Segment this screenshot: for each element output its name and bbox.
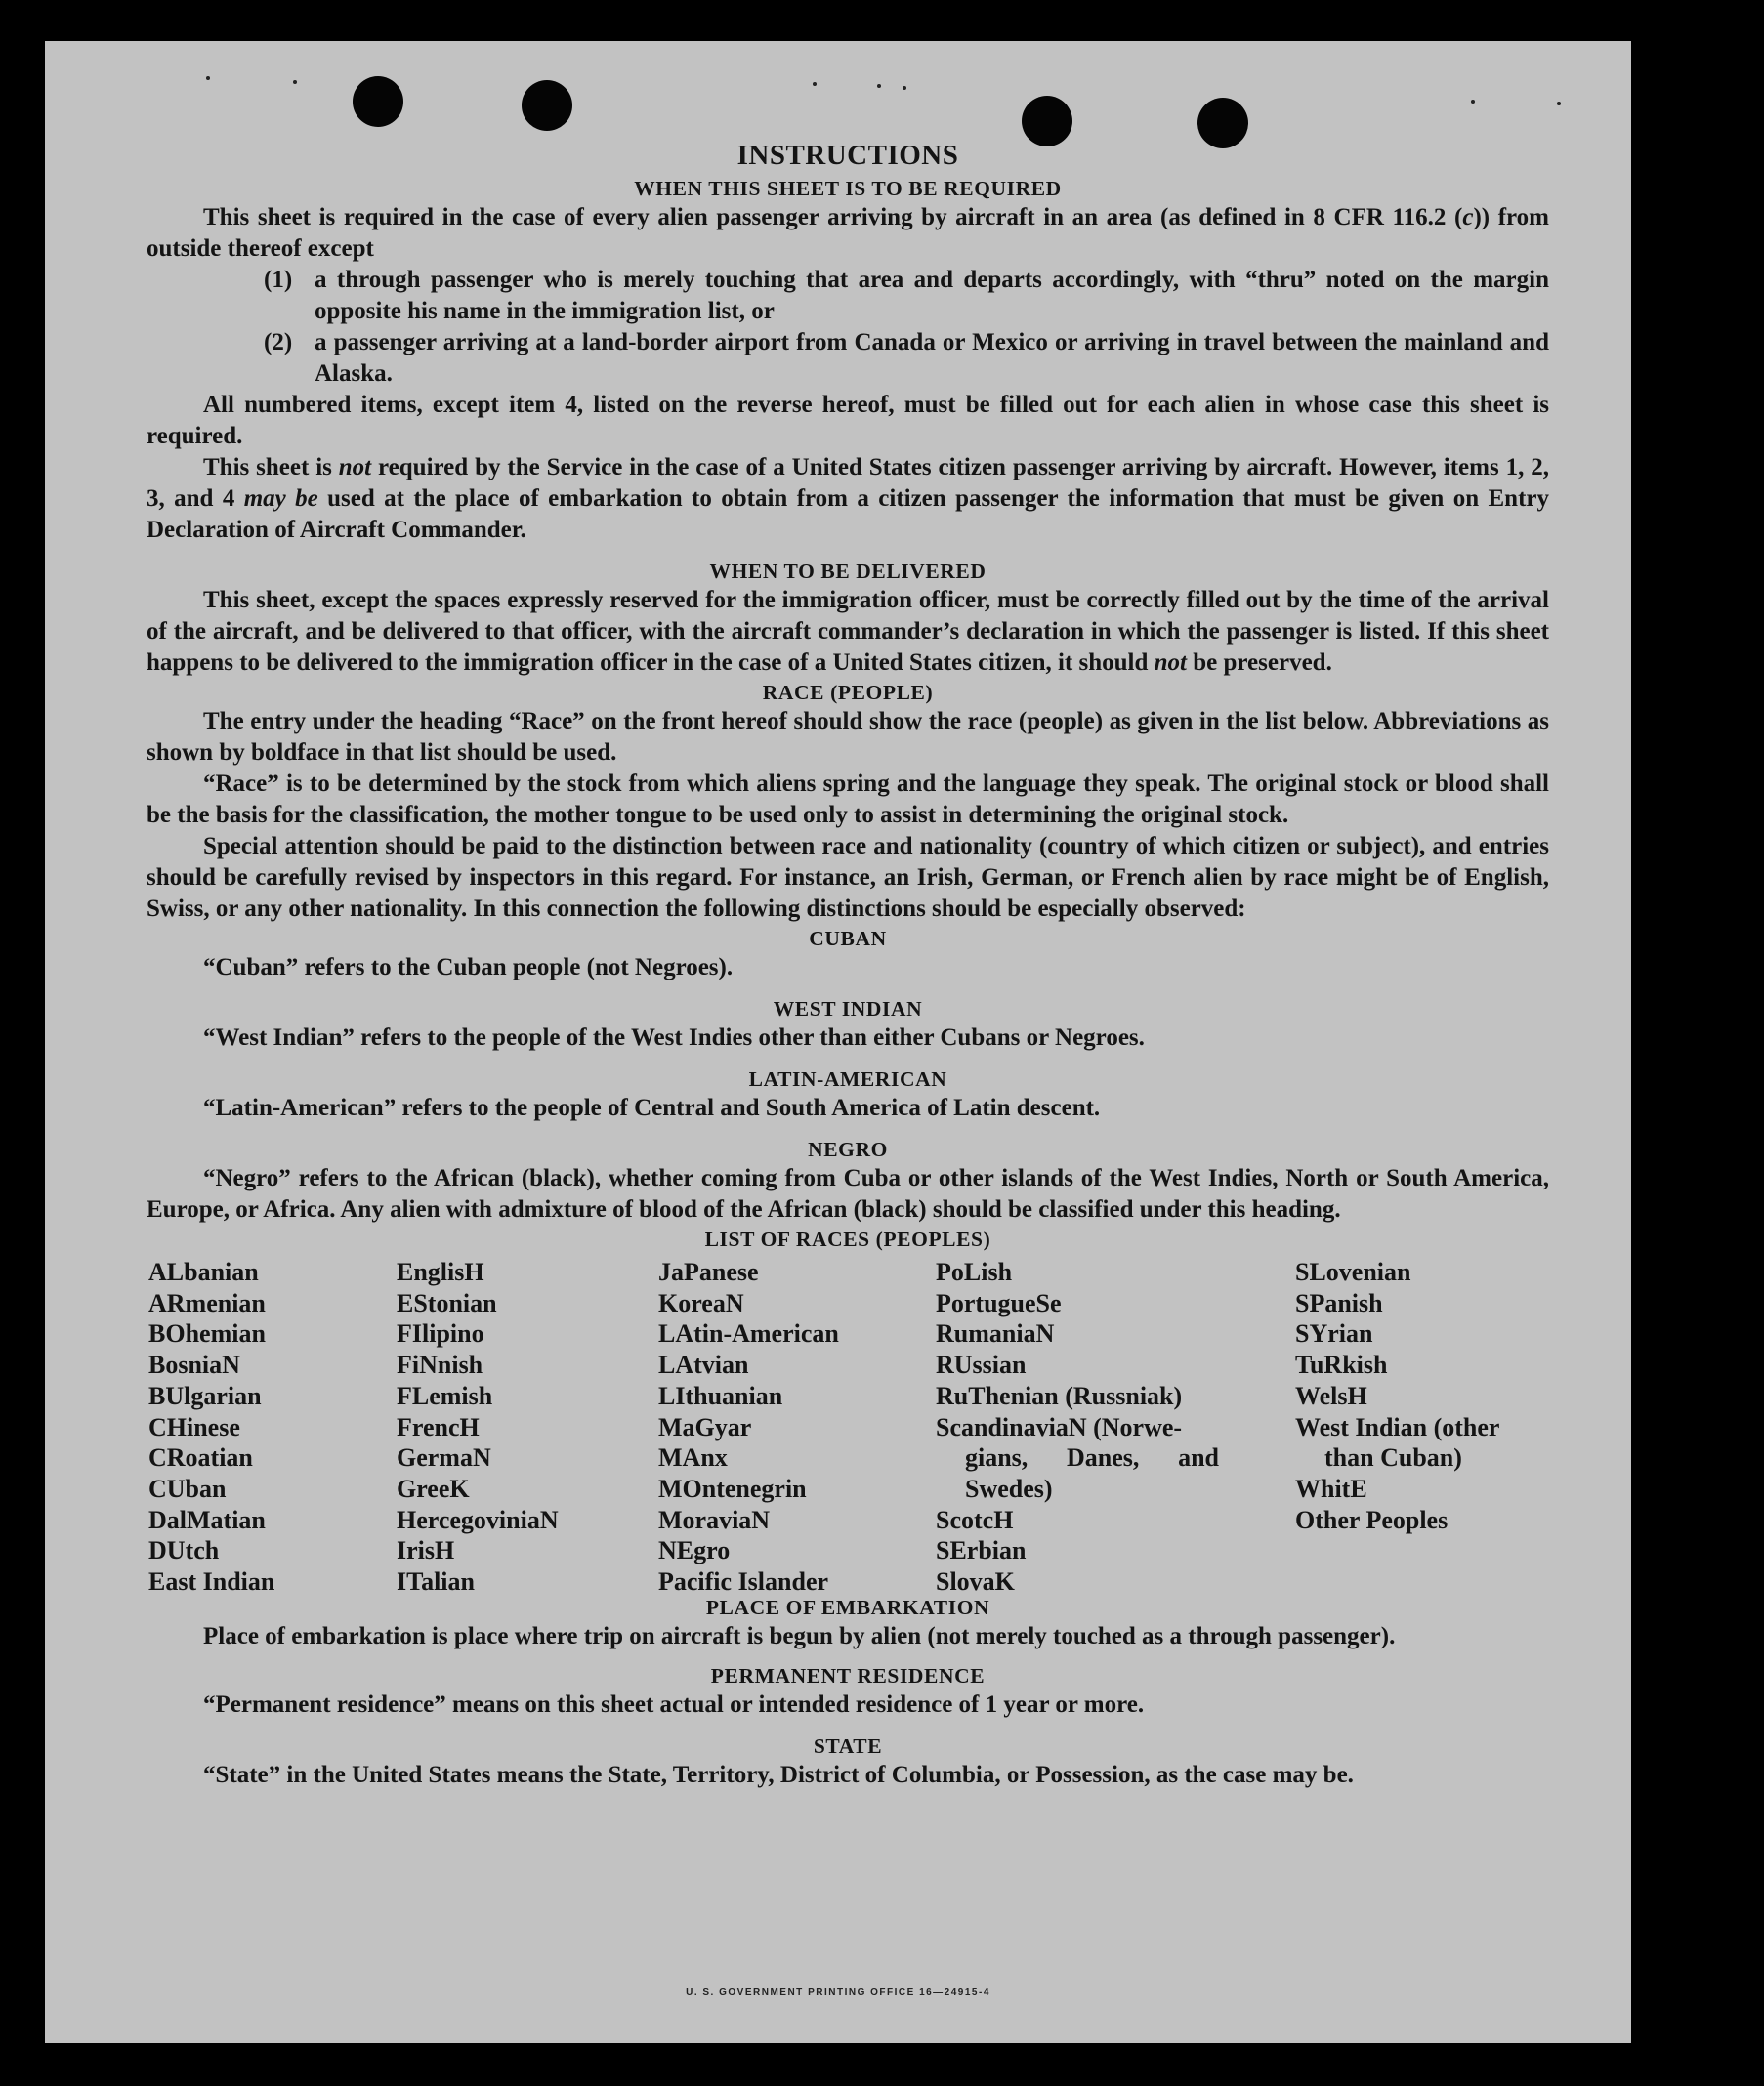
race-para-1: The entry under the heading “Race” on the front hereof should show the race (people) as given in the list below. Abbreviations as shown by boldface in that list should be used. [147,708,1549,766]
race-item: PortugueSe [936,1288,1062,1317]
race-item: MoraviaN [658,1505,771,1534]
race-item: CHinese [148,1412,240,1441]
race-item: EStonian [397,1288,497,1317]
race-item: LAtvian [658,1351,749,1380]
race-item: ScandinaviaN (Norwe- [936,1412,1183,1441]
section-heading-latin-american: LATIN-AMERICAN [748,1067,947,1091]
speck-mark [813,82,817,86]
speck-mark [877,84,881,88]
exception-item-2-text: a passenger arriving at a land-border airport from Canada or Mexico or arriving in travel between the mainland and Alaska. [315,329,1549,387]
required-intro [147,202,1549,265]
embarkation-text: Place of embarkation is place where trip on aircraft is begun by alien (not merely touched as a through passenger). [203,1623,1396,1649]
exception-item-1-text: a through passenger who is merely touching that area and departs accordingly, with “thru” noted on the margin opposite his name in the immigration list, or [315,267,1549,324]
exception-item-1-number: (1) [264,267,293,293]
race-item: SLovenian [1295,1258,1411,1286]
race-item: West Indian (other [1295,1412,1500,1441]
races-column-5 [1295,1257,1551,1535]
punch-hole [522,80,572,131]
printing-office-footer: U. S. GOVERNMENT PRINTING OFFICE 16—24915-4 [686,1987,990,1998]
speck-mark [206,76,210,80]
race-item: WhitE [1295,1474,1367,1503]
race-item: SYrian [1295,1319,1373,1349]
delivered-text-a: This sheet, except the spaces expressly reserved for the immigration officer, must be correctly filled out by the time of the arrival of the aircraft, and be delivered to that officer, with the aircraft commander’s declaration in which the passenger is listed. If this sheet happens to be delivered to the immigration officer in the case of a United States citizen, it should [147,587,1549,676]
race-item: JaPanese [658,1258,759,1286]
required-para-3 [147,452,1549,546]
speck-mark [293,80,297,84]
race-item: NEgro [658,1536,731,1565]
west-indian-text: “West Indian” refers to the people of the West Indies other than either Cubans or Negroes. [203,1024,1145,1051]
race-item: RuThenian (Russniak) [936,1381,1183,1410]
race-item: EnglisH [397,1258,484,1286]
latin-american-text: “Latin-American” refers to the people of Central and South America of Latin descent. [203,1095,1101,1121]
race-item: TuRkish [1295,1351,1388,1380]
race-item: WelsH [1295,1381,1367,1410]
delivered-text-em: not [1154,649,1187,676]
race-item: GermaN [397,1443,491,1473]
required-intro-a: This sheet is required in the case of every alien passenger arriving by aircraft in an area (as defined in 8 CFR 116.2 ( [203,204,1463,230]
race-item: ITalian [397,1567,475,1597]
required-para-3-em2: may be [243,485,318,512]
section-heading-delivered: WHEN TO BE DELIVERED [709,560,987,583]
speck-mark [1471,100,1475,104]
races-column-1 [148,1257,393,1598]
race-para-2: “Race” is to be determined by the stock from which aliens spring and the language they speak. The original stock or blood shall be the basis for the classification, the mother tongue to be used only to assist in determining the original stock. [147,771,1549,828]
race-item: East Indian [148,1567,275,1597]
race-item: SlovaK [936,1567,1015,1597]
race-item: RumaniaN [936,1319,1055,1349]
race-item: FLemish [397,1381,493,1410]
race-item: HercegoviniaN [397,1505,559,1534]
race-item: DUtch [148,1536,220,1565]
races-list [147,1257,1549,1597]
race-item: BOhemian [148,1319,266,1349]
required-para-3-em1: not [338,454,372,480]
section-heading-west-indian: WEST INDIAN [773,997,923,1021]
speck-mark [903,86,906,90]
negro-text: “Negro” refers to the African (black), whether coming from Cuba or other islands of the West Indies, North or South America, Europe, or Africa. Any alien with admixture of blood of the African (black) should be classified under this heading. [147,1165,1549,1223]
race-item [1295,1442,1551,1474]
races-column-2 [397,1257,651,1598]
instructions-body [147,139,1549,1791]
race-item: LIthuanian [658,1381,783,1410]
state-text: “State” in the United States means the State, Territory, District of Columbia, or Possession, as the case may be. [203,1762,1354,1788]
race-item: CRoatian [148,1443,253,1473]
race-item: FiNnish [397,1351,483,1380]
race-para-3: Special attention should be paid to the distinction between race and nationality (country of which citizen or subject), and entries should be carefully revised by inspectors in this regard. For instance, an Irish, German, or French alien by race might be of English, Swiss, or any other nationality. In this connection the following distinctions should be especially observed: [147,833,1549,922]
race-item-continuation: gians, Danes, and Swedes) [965,1443,1219,1503]
section-heading-embarkation: PLACE OF EMBARKATION [705,1596,990,1619]
race-item: ARmenian [148,1288,266,1317]
race-item: MaGyar [658,1412,752,1441]
section-heading-required: WHEN THIS SHEET IS TO BE REQUIRED [634,177,1062,200]
section-heading-cuban: CUBAN [809,927,887,950]
race-item: IrisH [397,1536,455,1565]
race-item: ALbanian [148,1258,259,1286]
race-item: CUban [148,1474,227,1503]
race-item: RUssian [936,1351,1027,1380]
required-intro-b: )) from outside thereof except [147,204,1549,262]
required-para-3-a: This sheet is [203,454,339,480]
race-item: FrencH [397,1412,480,1441]
race-item: KoreaN [658,1288,744,1317]
required-para-3-c: used at the place of embarkation to obtain from a citizen passenger the information that must be given on Entry Declaration of Aircraft Commander. [147,485,1549,543]
race-item: MAnx [658,1443,728,1473]
race-item [936,1442,1219,1504]
race-item: SErbian [936,1536,1027,1565]
exception-item-1 [147,265,1549,327]
race-item: LAtin-American [658,1319,839,1349]
required-para-2: All numbered items, except item 4, listed on the reverse hereof, must be filled out for each alien in whose case this sheet is required. [147,392,1549,449]
race-item: FIlipino [397,1319,484,1349]
race-item: ScotcH [936,1505,1014,1534]
section-heading-state: STATE [813,1734,883,1758]
required-para-3-b: required by the Service in the case of a United States citizen passenger arriving by aircraft. However, items 1, 2, 3, and 4 [147,454,1549,512]
section-heading-residence: PERMANENT RESIDENCE [710,1664,986,1688]
races-column-4 [936,1257,1219,1598]
delivered-text-b: be preserved. [1187,649,1332,676]
section-heading-races-list: LIST OF RACES (PEOPLES) [704,1228,991,1251]
race-item-continuation: than Cuban) [1324,1443,1462,1473]
exception-item-2 [147,327,1549,390]
race-item: Pacific Islander [658,1567,829,1597]
race-item: MOntenegrin [658,1474,807,1503]
section-heading-race: RACE (PEOPLE) [762,681,934,704]
section-heading-negro: NEGRO [808,1138,888,1161]
race-item: DalMatian [148,1505,266,1534]
punch-hole [353,76,403,127]
race-item: PoLish [936,1258,1013,1286]
race-item: BosniaN [148,1351,240,1380]
cuban-text: “Cuban” refers to the Cuban people (not Negroes). [203,954,734,980]
speck-mark [1557,102,1561,105]
race-item: BUlgarian [148,1381,262,1410]
document-page [45,41,1631,2043]
exception-item-2-number: (2) [264,329,293,355]
required-intro-em: c [1462,204,1474,230]
residence-text: “Permanent residence” means on this sheet actual or intended residence of 1 year or more. [203,1691,1145,1718]
delivered-text [147,585,1549,679]
races-column-3 [658,1257,932,1598]
race-item: GreeK [397,1474,470,1503]
race-item: SPanish [1295,1288,1383,1317]
page-title: INSTRUCTIONS [736,140,959,171]
race-item: Other Peoples [1295,1505,1449,1534]
